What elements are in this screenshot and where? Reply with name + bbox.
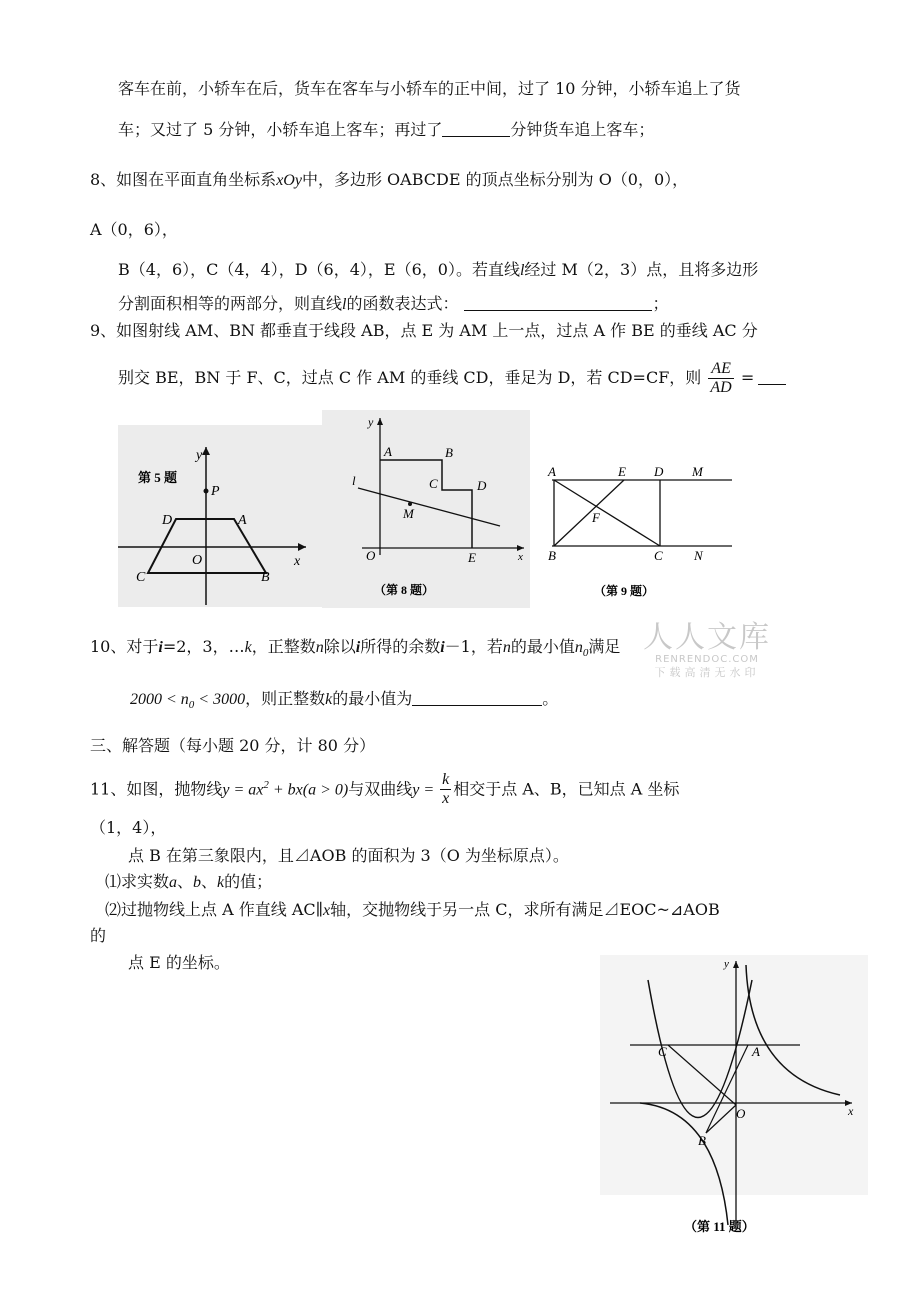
fig8-label-O: O bbox=[366, 548, 376, 563]
q10-line-1: 10、对于i=2，3，…k，正整数n除以i所得的余数i－1，若n的最小值$n_0$满足 bbox=[90, 637, 621, 660]
answer-blank-q9[interactable] bbox=[758, 368, 786, 385]
fig11-caption: （第 11 题） bbox=[684, 1219, 755, 1234]
fraction-k-x: $\frac{k}{x}$ bbox=[442, 771, 450, 808]
fig9-label-C: C bbox=[654, 548, 663, 563]
fig9-label-D: D bbox=[654, 464, 664, 479]
figure-q5 bbox=[118, 425, 323, 607]
fig5-label-O: O bbox=[192, 553, 203, 568]
fig9-caption: （第 9 题） bbox=[594, 584, 655, 598]
answer-blank-q7[interactable] bbox=[442, 120, 510, 137]
fig8-label-M: M bbox=[403, 506, 414, 521]
figure-q8 bbox=[322, 410, 530, 608]
fig5-label-y: y bbox=[196, 448, 203, 463]
fig11-label-y: y bbox=[724, 958, 729, 970]
fig8-label-C: C bbox=[429, 476, 438, 491]
fig5-title: 第 5 题 bbox=[138, 470, 178, 485]
fig9-label-N: N bbox=[694, 548, 703, 563]
fig9-label-B: B bbox=[548, 548, 556, 563]
section-3-heading: 三、解答题（每小题 20 分，计 80 分） bbox=[90, 736, 376, 755]
fig11-label-B: B bbox=[698, 1133, 706, 1148]
fig11-label-x: x bbox=[848, 1104, 854, 1118]
fig5-label-x: x bbox=[294, 554, 301, 569]
fig8-label-B: B bbox=[445, 445, 453, 460]
q11-line-5: ⑵过抛物线上点 A 作直线 AC∥x轴，交抛物线于另一点 C，求所有满足⊿EOC~⊿AOB bbox=[105, 900, 720, 919]
fig9-label-M: M bbox=[692, 464, 703, 479]
fig8-label-y: y bbox=[368, 415, 374, 429]
q8-line-1: 8、如图在平面直角坐标系xOy中，多边形 OABCDE 的顶点坐标分别为 O（0，0）， bbox=[90, 170, 689, 189]
q8-line-2: A（0，6）， bbox=[90, 220, 178, 239]
q11-line-6: 的 bbox=[90, 926, 107, 945]
watermark-brand: 人人文库 bbox=[643, 620, 771, 655]
fig11-label-C: C bbox=[658, 1044, 667, 1059]
q7-line-1: 客车在前，小轿车在后，货车在客车与小轿车的正中间，过了 10 分钟，小轿车追上了货 bbox=[118, 79, 741, 98]
fig8-label-x: x bbox=[518, 551, 523, 563]
q11-line-4: ⑴求实数a、b、k的值； bbox=[105, 872, 273, 891]
q8-line-4: 分割面积相等的两部分，则直线l的函数表达式： ； bbox=[118, 294, 669, 313]
fig8-label-A: A bbox=[384, 444, 392, 459]
fig8-label-D: D bbox=[477, 478, 487, 493]
fraction-ae-ad: $\frac{AE}{AD}$ bbox=[710, 360, 732, 396]
q9-line-1: 9、如图射线 AM、BN 都垂直于线段 AB，点 E 为 AM 上一点，过点 A 作 BE 的垂线 AC 分 bbox=[90, 321, 758, 340]
fig8-caption: （第 8 题） bbox=[374, 583, 435, 597]
fig5-label-C: C bbox=[136, 570, 146, 585]
q11-line-3: 点 B 在第三象限内，且⊿AOB 的面积为 3（O 为坐标原点）。 bbox=[128, 846, 569, 865]
fig9-label-E: E bbox=[618, 464, 626, 479]
watermark-site: RENRENDOC.COM bbox=[655, 654, 759, 665]
fig11-label-A: A bbox=[752, 1044, 760, 1059]
q8-line-3: B（4，6），C（4，4），D（6，4），E（6，0）。若直线l经过 M（2，3）点，且将多边形 bbox=[118, 260, 759, 279]
fig8-label-E: E bbox=[468, 550, 476, 565]
q11-line-7: 点 E 的坐标。 bbox=[128, 953, 230, 972]
q11-line-2: （1，4）， bbox=[90, 818, 167, 837]
q10-line-2: $2000 < n_0 < 3000$，则正整数k的最小值为 。 bbox=[130, 689, 559, 712]
q7-line-2: 车；又过了 5 分钟，小轿车追上客车；再过了 分钟货车追上客车； bbox=[118, 120, 655, 139]
figure-q9 bbox=[542, 462, 738, 602]
fig5-label-B: B bbox=[261, 570, 270, 585]
fig11-label-O: O bbox=[736, 1106, 746, 1121]
answer-blank-q8[interactable] bbox=[464, 294, 652, 311]
fig5-label-P: P bbox=[211, 484, 220, 499]
fig8-label-l: l bbox=[352, 473, 356, 488]
fig9-label-F: F bbox=[592, 510, 600, 525]
fig5-label-D: D bbox=[162, 513, 173, 528]
fig9-label-A: A bbox=[548, 464, 556, 479]
answer-blank-q10[interactable] bbox=[412, 689, 542, 706]
watermark-slogan: 下载高清无水印 bbox=[654, 666, 760, 679]
q11-line-1: 11、如图，抛物线$y = ax^2 + bx(a > 0)$与双曲线y = $\frac{k}{x}$ 相交于点 A、B，已知点 A 坐标 bbox=[90, 771, 680, 808]
q9-line-2: 别交 BE，BN 于 F、C，过点 C 作 AM 的垂线 CD，垂足为 D，若 CD=CF，则 $\frac{AE}{AD}$ = bbox=[118, 360, 786, 397]
figure-q11 bbox=[600, 955, 868, 1240]
fig5-label-A: A bbox=[238, 513, 247, 528]
watermark bbox=[632, 622, 782, 680]
